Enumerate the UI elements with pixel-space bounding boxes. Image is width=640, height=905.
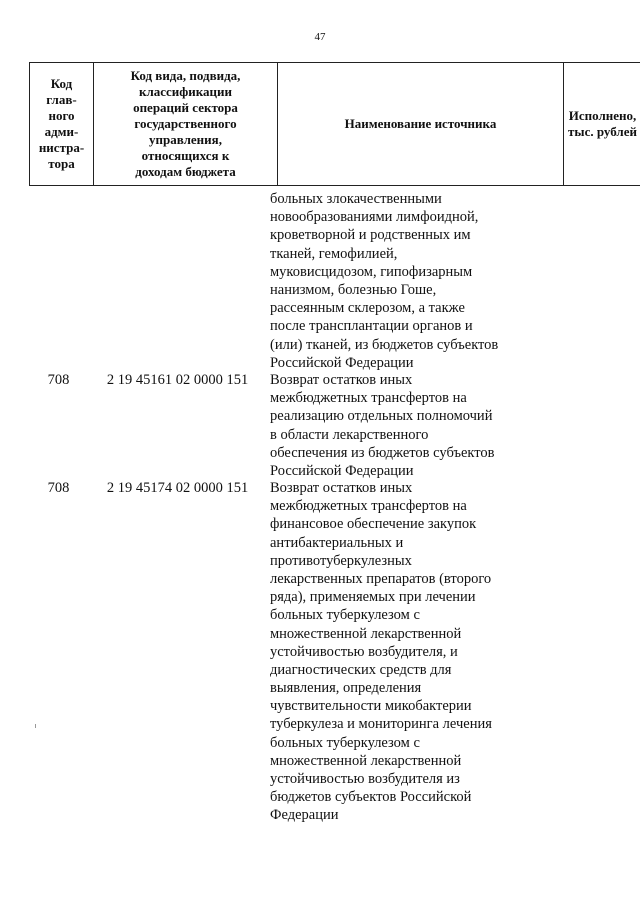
text-line: Российской Федерации bbox=[270, 354, 414, 371]
text-line: новообразованиями лимфоидной, bbox=[270, 209, 479, 226]
text-line: антибактериальных и bbox=[270, 534, 404, 551]
text-line: ряда), применяемых при лечении bbox=[270, 589, 476, 606]
text-line: финансовое обеспечение закупок bbox=[270, 516, 477, 533]
header-text: адми- bbox=[44, 124, 79, 139]
text-line: выявления, определения bbox=[270, 680, 422, 697]
header-text: тора bbox=[48, 156, 75, 171]
text-line: Федерации bbox=[270, 807, 339, 824]
admin-code-cell: 708 bbox=[47, 480, 70, 496]
text-line: Российской Федерации bbox=[270, 462, 414, 479]
header-text: тыс. рублей bbox=[568, 124, 637, 139]
header-text: Наименование источника bbox=[344, 116, 497, 131]
header-admin-code bbox=[30, 63, 94, 186]
text-line: больных туберкулезом с bbox=[270, 607, 420, 624]
source-name-cell bbox=[270, 371, 535, 480]
header-text: Код вида, подвида, bbox=[130, 68, 241, 83]
classification-code-cell: 2 19 45161 02 0000 151 bbox=[106, 372, 249, 388]
continued-source-name bbox=[270, 190, 535, 372]
text-line: реализацию отдельных полномочий bbox=[270, 408, 493, 425]
text-line: межбюджетных трансфертов на bbox=[270, 390, 467, 407]
header-text: нистра- bbox=[38, 140, 85, 155]
text-line: туберкулеза и мониторинга лечения bbox=[270, 716, 492, 733]
text-line: обеспечения из бюджетов субъектов bbox=[270, 444, 495, 461]
header-text: глав- bbox=[46, 92, 77, 107]
text-line: больных злокачественными bbox=[270, 191, 442, 207]
admin-code-cell: 708 bbox=[47, 372, 70, 388]
text-line: межбюджетных трансфертов на bbox=[270, 498, 467, 515]
classification-code-cell: 2 19 45174 02 0000 151 bbox=[106, 480, 249, 496]
text-line: множественной лекарственной bbox=[270, 752, 462, 769]
text-line: устойчивостью возбудителя, и bbox=[270, 643, 458, 660]
header-text: классификации bbox=[138, 84, 233, 99]
header-classification-code bbox=[94, 63, 278, 186]
text-line: диагностических средств для bbox=[270, 661, 452, 678]
text-line: противотуберкулезных bbox=[270, 552, 412, 569]
text-line: чувствительности микобактерии bbox=[270, 698, 472, 715]
text-line: бюджетов субъектов Российской bbox=[270, 789, 472, 806]
scan-speck bbox=[35, 724, 36, 728]
text-line: нанизмом, болезнью Гоше, bbox=[270, 281, 437, 298]
text-line: муковисцидозом, гипофизарным bbox=[270, 263, 473, 280]
page-number: 47 bbox=[314, 31, 326, 43]
text-line: кроветворной и родственных им bbox=[270, 227, 471, 244]
text-line: Возврат остатков иных bbox=[270, 372, 413, 388]
header-text: доходам бюджета bbox=[135, 164, 236, 179]
text-line: множественной лекарственной bbox=[270, 625, 462, 642]
text-line: тканей, гемофилией, bbox=[270, 245, 398, 262]
text-line: (или) тканей, из бюджетов субъектов bbox=[270, 336, 499, 353]
text-line: лекарственных препаратов (второго bbox=[270, 570, 492, 587]
text-line: после трансплантации органов и bbox=[270, 318, 473, 335]
header-text: операций сектора bbox=[133, 100, 238, 115]
header-source-name bbox=[278, 63, 564, 186]
text-line: в области лекарственного bbox=[270, 426, 429, 443]
header-text: государственного bbox=[134, 116, 237, 131]
text-line: больных туберкулезом с bbox=[270, 734, 420, 751]
header-text: Код bbox=[50, 76, 73, 91]
text-line: Возврат остатков иных bbox=[270, 480, 413, 496]
header-text: управления, bbox=[149, 132, 222, 147]
table-header bbox=[29, 62, 640, 186]
header-executed-amount bbox=[564, 63, 640, 186]
text-line: устойчивостью возбудителя из bbox=[270, 771, 460, 787]
header-text: относящихся к bbox=[141, 148, 230, 163]
source-name-cell bbox=[270, 479, 535, 825]
header-text: Исполнено, bbox=[568, 108, 637, 123]
text-line: рассеянным склерозом, а также bbox=[270, 300, 465, 317]
header-text: ного bbox=[48, 108, 75, 123]
